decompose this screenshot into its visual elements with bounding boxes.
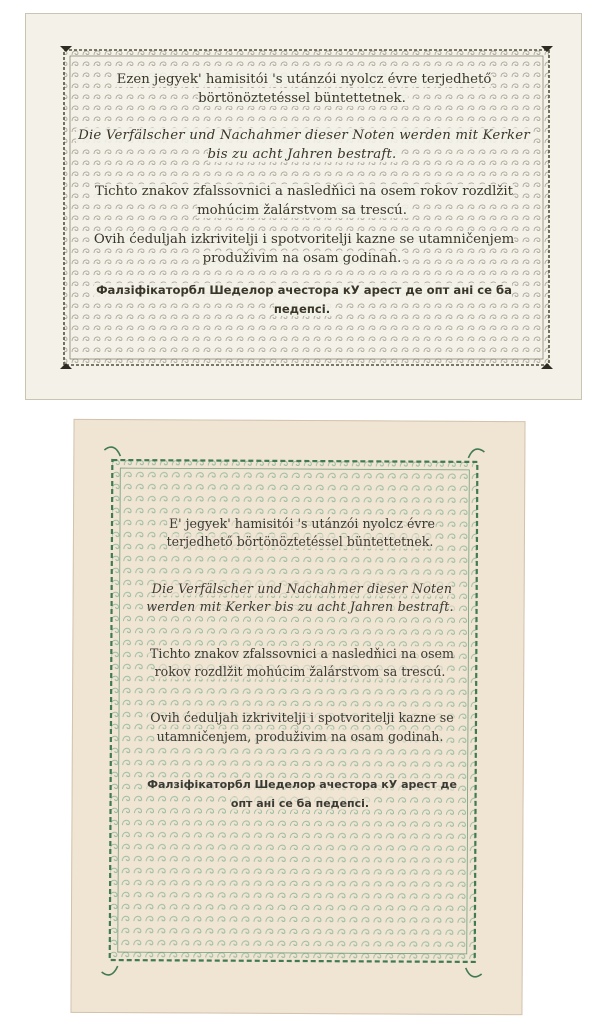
- bottom-croatian-warning: Ovih ćeduljah izkrivitelji i spotvoritelji kazne se utamničenjem, produživim na osam godinah.: [150, 710, 454, 744]
- bottom-romanian-cyrillic-warning: Фалзіфікаторбл Шеделор ачестора кУ арест де опт ані се ба педепсі.: [147, 778, 457, 810]
- top-croatian-warning: Ovih ćeduljah izkrivitelji i spotvoritelji kazne se utamničenjem produživim na osam godinah.: [93, 232, 515, 266]
- top-note-text: [75, 70, 531, 319]
- top-hungarian-warning: Ezen jegyek' hamisitói 's utánzói nyolcz évre terjedhető börtönöztetéssel büntettetnek.: [116, 72, 492, 106]
- bottom-note-text: [140, 515, 462, 813]
- bottom-hungarian-warning: E' jegyek' hamisitói 's utánzói nyolcz évre terjedhető börtönöztetéssel büntettetnek.: [166, 516, 436, 550]
- bottom-slovak-warning: Tichto znakov zfalssovnici a nasledňici na osem rokov rozdlžit mohúcim žalárstvom sa trescú.: [150, 645, 454, 680]
- top-slovak-warning: Tichto znakov zfalssovnici a nasledňici na osem rokov rozdlžit mohúcim žalárstvom sa trescú.: [94, 184, 513, 218]
- top-german-warning: Die Verfälscher und Nachahmer dieser Noten werden mit Kerker bis zu acht Jahren bestraft.: [78, 128, 530, 162]
- bottom-german-warning: Die Verfälscher und Nachahmer dieser Noten werden mit Kerker bis zu acht Jahren bestraft.: [146, 580, 454, 615]
- top-romanian-cyrillic-warning: Фалзіфікаторбл Шеделор ачестора кУ арест де опт ані се ба педепсі.: [96, 283, 512, 316]
